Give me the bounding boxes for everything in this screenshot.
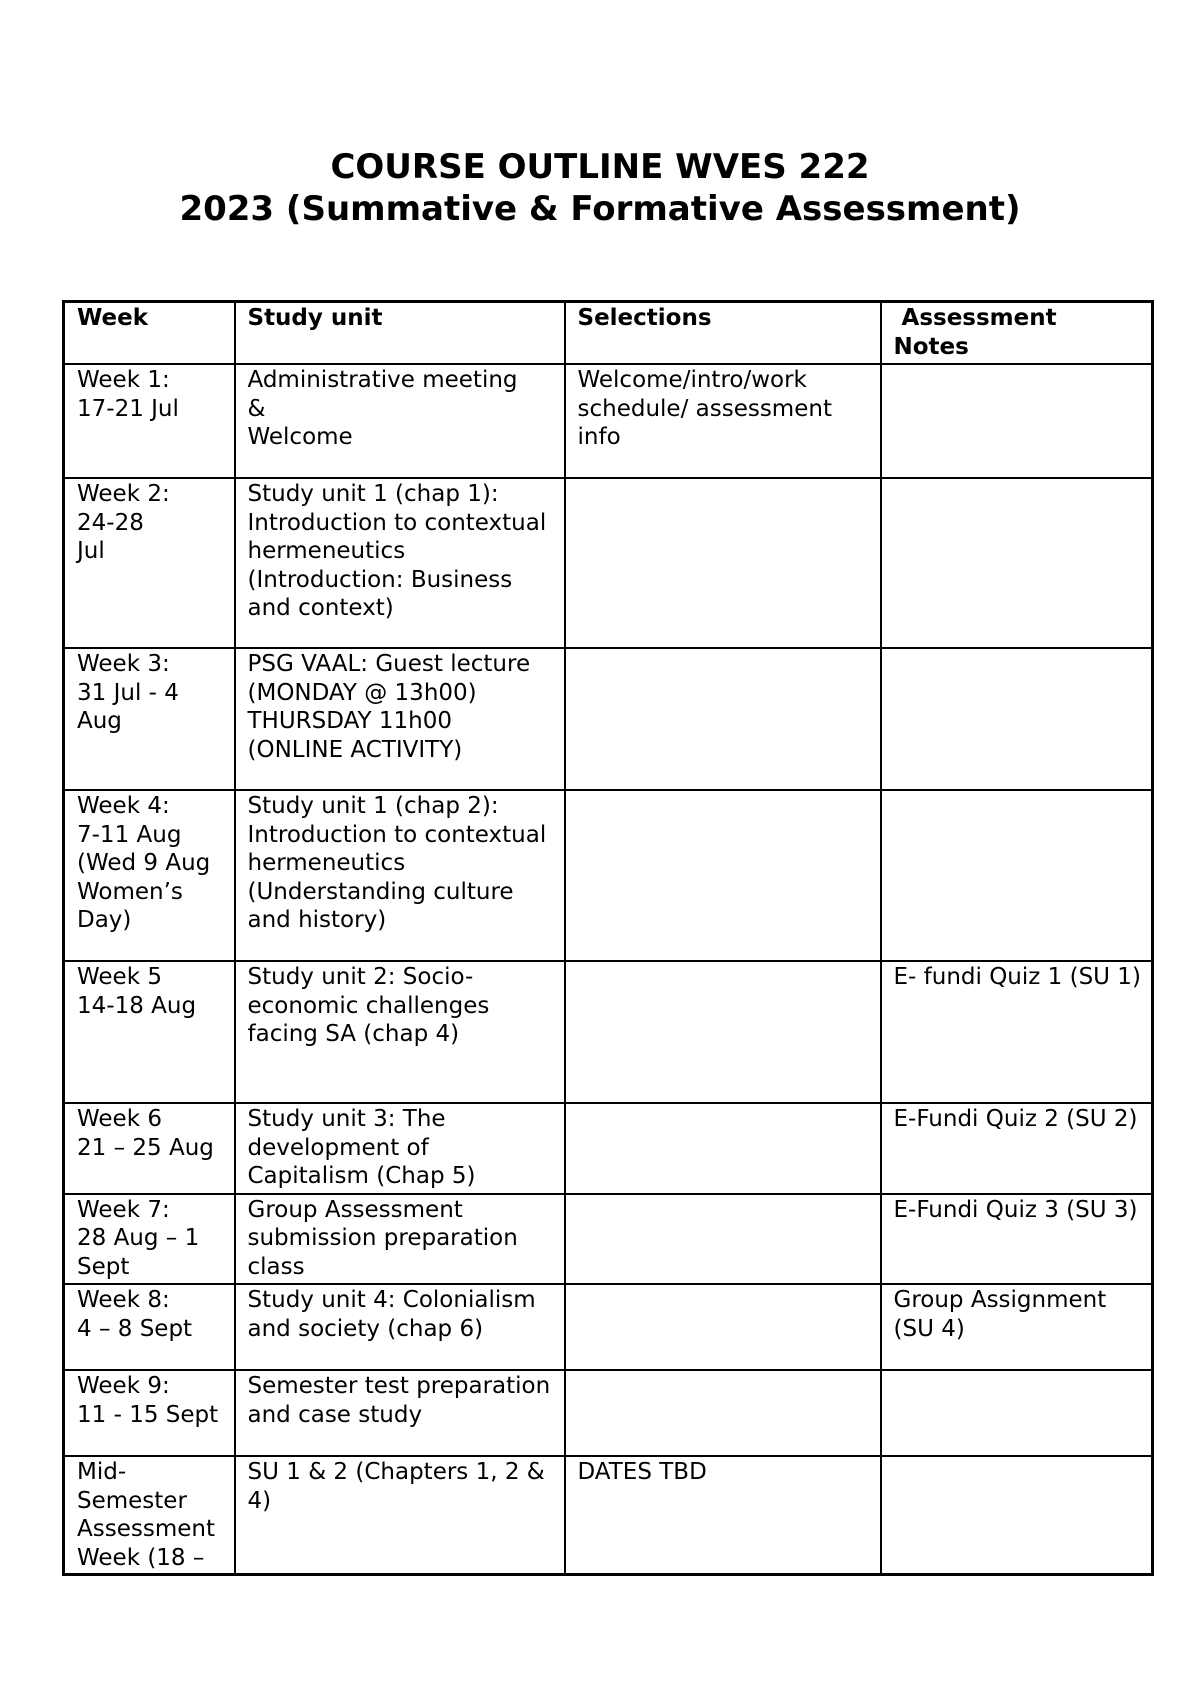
table-row	[64, 1284, 1153, 1370]
table-row	[64, 1194, 1153, 1285]
study-unit-cell: Study unit 1 (chap 2): Introduction to contextual hermeneutics (Understanding culture and history)	[235, 790, 565, 961]
table-row	[64, 478, 1153, 648]
selections-cell	[565, 648, 881, 790]
selections-cell: Welcome/intro/work schedule/ assessment info	[565, 364, 881, 478]
document-title	[0, 146, 1200, 230]
header-week: Week	[64, 302, 235, 365]
table-row	[64, 1456, 1153, 1575]
notes-cell	[881, 1456, 1153, 1575]
study-unit-cell: Study unit 3: The development of Capitalism (Chap 5)	[235, 1103, 565, 1194]
selections-cell	[565, 961, 881, 1103]
notes-cell: E-Fundi Quiz 3 (SU 3)	[881, 1194, 1153, 1285]
table-header-row	[64, 302, 1153, 365]
notes-cell	[881, 648, 1153, 790]
table-row	[64, 648, 1153, 790]
title-line-2: 2023 (Summative & Formative Assessment)	[179, 189, 1021, 229]
header-assessment-notes: Assessment Notes	[881, 302, 1153, 365]
week-cell: Week 5 14-18 Aug	[64, 961, 235, 1103]
study-unit-cell: Study unit 2: Socio-economic challenges facing SA (chap 4)	[235, 961, 565, 1103]
week-cell: Week 7: 28 Aug – 1 Sept	[64, 1194, 235, 1285]
selections-cell	[565, 790, 881, 961]
study-unit-cell: SU 1 & 2 (Chapters 1, 2 & 4)	[235, 1456, 565, 1575]
table-row	[64, 1103, 1153, 1194]
week-cell: Mid-Semester Assessment Week (18 –	[64, 1456, 235, 1575]
header-study-unit: Study unit	[235, 302, 565, 365]
week-cell: Week 8: 4 – 8 Sept	[64, 1284, 235, 1370]
week-cell: Week 1: 17-21 Jul	[64, 364, 235, 478]
selections-cell	[565, 478, 881, 648]
notes-cell	[881, 1370, 1153, 1456]
week-cell: Week 6 21 – 25 Aug	[64, 1103, 235, 1194]
notes-cell	[881, 478, 1153, 648]
header-selections: Selections	[565, 302, 881, 365]
table-row	[64, 1370, 1153, 1456]
notes-cell: E-Fundi Quiz 2 (SU 2)	[881, 1103, 1153, 1194]
course-outline-table	[62, 300, 1154, 1576]
selections-cell	[565, 1194, 881, 1285]
study-unit-cell: PSG VAAL: Guest lecture (MONDAY @ 13h00) THURSDAY 11h00 (ONLINE ACTIVITY)	[235, 648, 565, 790]
title-line-1: COURSE OUTLINE WVES 222	[330, 147, 870, 187]
selections-cell	[565, 1370, 881, 1456]
selections-cell	[565, 1103, 881, 1194]
notes-cell: E- fundi Quiz 1 (SU 1)	[881, 961, 1153, 1103]
study-unit-cell: Study unit 4: Colonialism and society (chap 6)	[235, 1284, 565, 1370]
week-cell: Week 4: 7-11 Aug (Wed 9 Aug Women’s Day)	[64, 790, 235, 961]
notes-cell: Group Assignment (SU 4)	[881, 1284, 1153, 1370]
selections-cell	[565, 1284, 881, 1370]
week-cell: Week 2: 24-28 Jul	[64, 478, 235, 648]
study-unit-cell: Group Assessment submission preparation class	[235, 1194, 565, 1285]
selections-cell: DATES TBD	[565, 1456, 881, 1575]
study-unit-cell: Administrative meeting & Welcome	[235, 364, 565, 478]
study-unit-cell: Semester test preparation and case study	[235, 1370, 565, 1456]
study-unit-cell: Study unit 1 (chap 1): Introduction to contextual hermeneutics (Introduction: Business and context)	[235, 478, 565, 648]
notes-cell	[881, 364, 1153, 478]
table-row	[64, 961, 1153, 1103]
notes-cell	[881, 790, 1153, 961]
week-cell: Week 9: 11 - 15 Sept	[64, 1370, 235, 1456]
week-cell: Week 3: 31 Jul - 4 Aug	[64, 648, 235, 790]
table-row	[64, 364, 1153, 478]
table-row	[64, 790, 1153, 961]
